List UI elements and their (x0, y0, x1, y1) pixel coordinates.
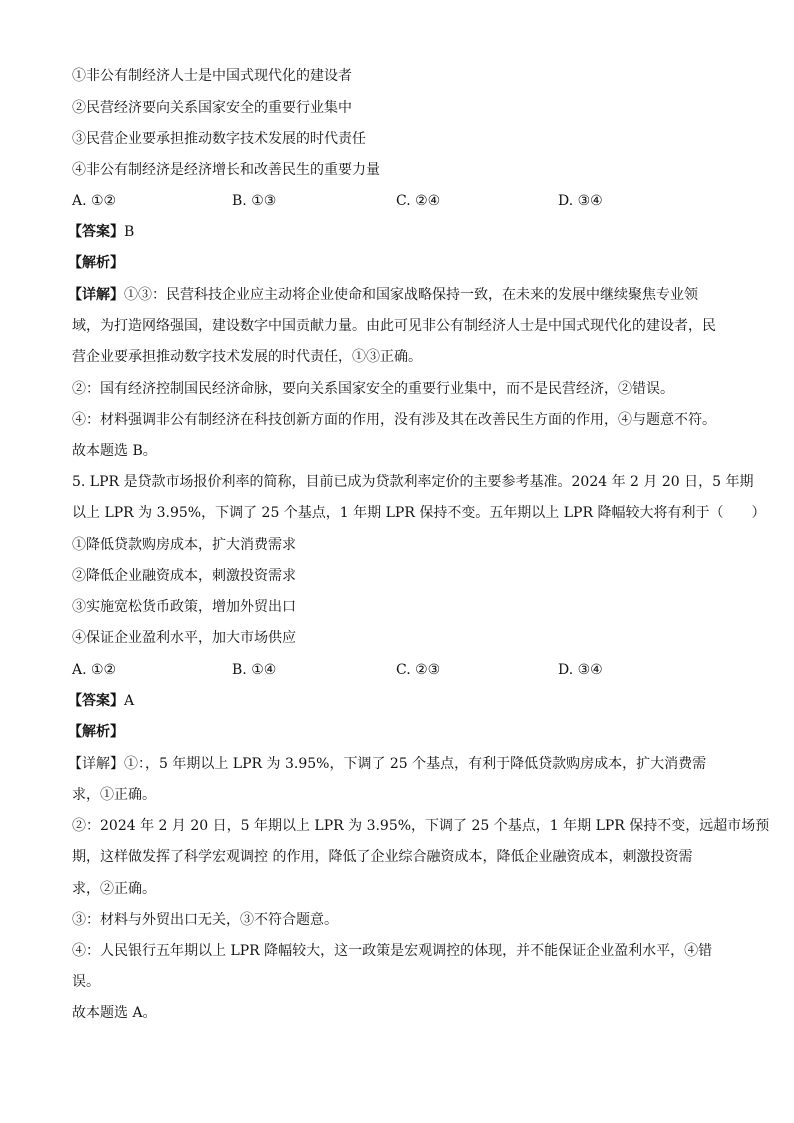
q5-statement-4: ④保证企业盈利水平，加大市场供应 (72, 630, 296, 646)
q5-option-a: A. ①② (72, 662, 117, 678)
q5-explanation-8: 误。 (72, 974, 100, 990)
q4-answer-label: 【答案】 (68, 224, 124, 240)
q5-explanation-6: ③：材料与外贸出口无关，③不符合题意。 (72, 912, 338, 928)
q4-option-b: B. ①③ (232, 193, 277, 209)
q4-conclusion: 故本题选 B。 (72, 443, 157, 459)
q5-stem-2: 以上 LPR 为 3.95%，下调了 25 个基点，1 年期 LPR 保持不变。五年期以上 LPR 降幅较大将有利于（ ） (72, 505, 766, 521)
q5-statement-1: ①降低贷款购房成本，扩大消费需求 (72, 537, 296, 553)
q5-stem-1: 5. LPR 是贷款市场报价利率的简称，目前已成为贷款利率定价的主要参考基准。2024 年 2 月 20 日，5 年期 (72, 474, 754, 490)
q5-explanation-1: 【详解】①：，5 年期以上 LPR 为 3.95%，下调了 25 个基点，有利于降低贷款购房成本，扩大消费需 (68, 756, 707, 772)
q5-explanation-5: 求，②正确。 (72, 881, 156, 897)
q5-answer-value: A (124, 693, 135, 709)
q4-explanation-1: 【详解】①③：民营科技企业应主动将企业使命和国家战略保持一致，在未来的发展中继续聚焦专业领 (68, 287, 698, 303)
q4-explanation-2: 域，为打造网络强国，建设数字中国贡献力量。由此可见非公有制经济人士是中国式现代化的建设者，民 (72, 318, 716, 334)
q5-statement-2: ②降低企业融资成本，刺激投资需求 (72, 568, 296, 584)
q4-statement-2: ②民营经济要向关系国家安全的重要行业集中 (72, 100, 352, 116)
q5-option-c: C. ②③ (396, 662, 441, 678)
q4-option-d: D. ③④ (558, 193, 603, 209)
q4-explanation-5: ④：材料强调非公有制经济在科技创新方面的作用，没有涉及其在改善民生方面的作用，④与题意不符。 (72, 412, 716, 428)
q5-explanation-7: ④：人民银行五年期以上 LPR 降幅较大，这一政策是宏观调控的体现，并不能保证企业盈利水平，④错 (72, 943, 713, 959)
q4-answer (68, 222, 728, 242)
q5-conclusion: 故本题选 A。 (72, 1005, 157, 1021)
q4-option-a: A. ①② (72, 193, 117, 209)
q4-detail-label: 【详解】 (68, 287, 124, 303)
q4-explanation-4: ②：国有经济控制国民经济命脉，要向关系国家安全的重要行业集中，而不是民营经济，②错误。 (72, 381, 674, 397)
q5-answer (68, 691, 728, 711)
q5-option-b: B. ①④ (232, 662, 277, 678)
q4-explanation-3: 营企业要承担推动数字技术发展的时代责任，①③正确。 (72, 349, 422, 365)
q5-explanation-2: 求，①正确。 (72, 787, 156, 803)
q5-detail-label: 【详解】 (68, 756, 124, 772)
q4-analysis-label: 【解析】 (68, 255, 124, 271)
q4-statement-1: ①非公有制经济人士是中国式现代化的建设者 (72, 68, 352, 84)
q4-statement-3: ③民营企业要承担推动数字技术发展的时代责任 (72, 131, 366, 147)
q4-options (72, 191, 732, 211)
q5-answer-label: 【答案】 (68, 693, 124, 709)
q5-statement-3: ③实施宽松货币政策，增加外贸出口 (72, 599, 296, 615)
q5-option-d: D. ③④ (558, 662, 603, 678)
q5-analysis-label: 【解析】 (68, 724, 124, 740)
q5-options (72, 660, 732, 680)
q4-statement-4: ④非公有制经济是经济增长和改善民生的重要力量 (72, 162, 380, 178)
q4-option-c: C. ②④ (396, 193, 441, 209)
q5-explanation-3: ②：2024 年 2 月 20 日，5 年期以上 LPR 为 3.95%，下调了 25 个基点，1 年期 LPR 保持不变，远超市场预 (72, 818, 770, 834)
q5-explanation-4: 期，这样做发挥了科学宏观调控 的作用，降低了企业综合融资成本，降低企业融资成本，刺激投资需 (72, 849, 693, 865)
q4-answer-value: B (124, 224, 135, 240)
